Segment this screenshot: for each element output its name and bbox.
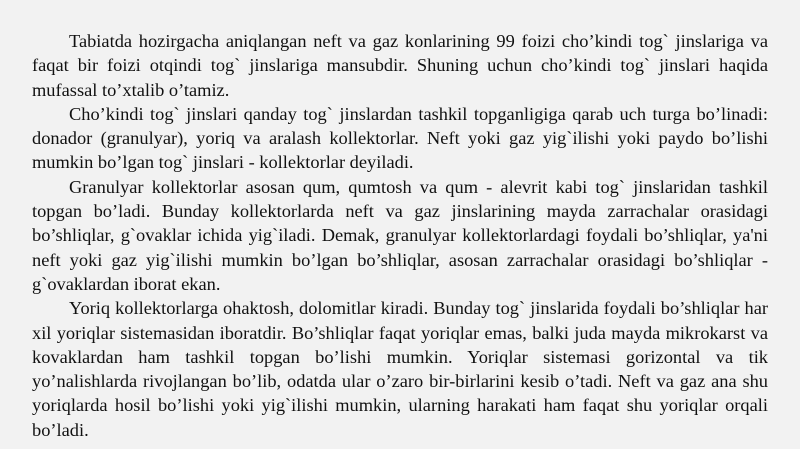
paragraph-2: Cho’kindi tog` jinslari qanday tog` jinslardan tashkil topganligiga qarab uch turga bo’linadi: donador (granulyar), yoriq va aralash kollektorlar. Neft yoki gaz yig`ilishi yoki paydo bo’lishi mumkin bo’lgan tog` jinslari - kollektorlar deyiladi. bbox=[32, 103, 768, 173]
paragraph-4: Yoriq kollektorlarga ohaktosh, dolomitlar kiradi. Bunday tog` jinslarida foydali bo’shliqlar har xil yoriqlar sistemasidan iboratdir. Bo’shliqlar faqat yoriqlar emas, balki juda mayda mikrokarst va kovaklardan ham tashkil topgan bo’lishi mumkin. Yoriqlar sistemasi gorizontal va tik yo’nalishlarda rivojlangan bo’lib, odatda ular o’zaro bir-birlarini kesib o’tadi. Neft va gaz ana shu yoriqlarda hosil bo’lishi yoki yig`ilishi mumkin, ularning harakati ham faqat shu yoriqlar orqali bo’ladi. bbox=[32, 298, 768, 440]
paragraph-3: Granulyar kollektorlar asosan qum, qumtosh va qum - alevrit kabi tog` jinslaridan tashkil topgan bo’ladi. Bunday kollektorlarda neft va gaz jinslarining mayda zarrachalar orasidagi bo’shliqlar, g`ovaklar ichida yig`iladi. Demak, granulyar kollektorlardagi foydali bo’shliqlar, ya'ni neft yoki gaz yig`ilishi mumkin bo’lgan bo’shliqlar, asosan zarrachalar orasidagi bo’shliqlar - g`ovaklardan iborat ekan. bbox=[32, 176, 768, 294]
paragraph-1: Tabiatda hozirgacha aniqlangan neft va gaz konlarining 99 foizi cho’kindi tog` jinslariga va faqat bir foizi otqindi tog` jinslariga mansubdir. Shuning uchun cho’kindi tog` jinslari haqida mufassal to’xtalib o’tamiz. bbox=[32, 31, 768, 100]
